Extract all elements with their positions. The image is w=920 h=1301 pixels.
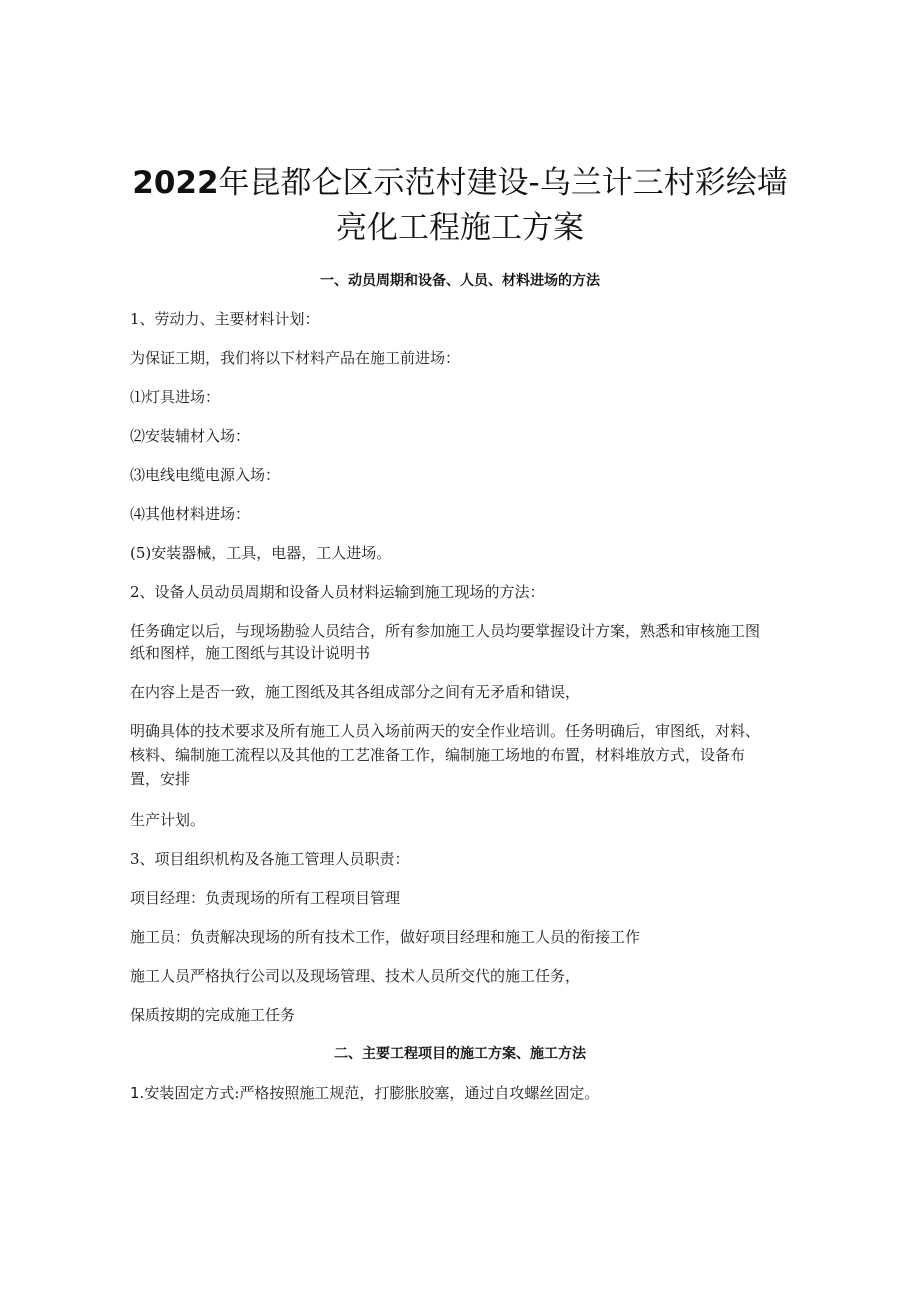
document-title-line-2: 亮化工程施工方案	[336, 210, 584, 246]
section-1-heading: 一、动员周期和设备、人员、材料进场的方法	[320, 273, 600, 289]
document-title-line-1	[130, 160, 790, 206]
section-2-heading: 二、主要工程项目的施工方案、施工方法	[334, 1046, 586, 1062]
title-year: 2022	[132, 165, 219, 201]
section-2-item-1-text: 安装固定方式:严格按照施工规范，打膨胀胶塞，通过自攻螺丝固定。	[144, 1084, 600, 1102]
material-item: (5)安装器械，工具，电器，工人进场。	[130, 544, 392, 562]
item-1-title: 1、劳动力、主要材料计划：	[130, 310, 320, 328]
duty-line: 施工人员严格执行公司以及现场管理、技术人员所交代的施工任务，	[130, 967, 581, 985]
duty-line: 项目经理：负责现场的所有工程项目管理	[130, 889, 401, 907]
item-2-paragraph-1-line-1: 任务确定以后，与现场勘验人员结合，所有参加施工人员均要掌握设计方案，熟悉和审核施工图	[130, 622, 761, 640]
item-2-paragraph-2: 在内容上是否一致，施工图纸及其各组成部分之间有无矛盾和错误，	[130, 683, 581, 701]
title-text: 年昆都仑区示范村建设-乌兰计三村彩绘墙	[218, 165, 788, 201]
material-item: ⑴灯具进场：	[130, 388, 221, 406]
item-2-paragraph-1-line-2: 纸和图样，施工图纸与其设计说明书	[130, 644, 371, 662]
material-item: ⑵安装辅材入场：	[130, 427, 251, 445]
item-2-title: 2、设备人员动员周期和设备人员材料运输到施工现场的方法：	[130, 583, 545, 601]
item-2-paragraph-3-line-3: 置，安排	[130, 770, 191, 788]
material-item: ⑷其他材料进场：	[130, 505, 251, 523]
section-2-item-1	[130, 1081, 792, 1106]
item-2-paragraph-4: 生产计划。	[130, 811, 206, 829]
item-3-title: 3、项目组织机构及各施工管理人员职责：	[130, 850, 410, 868]
section-2-item-1-number: 1.	[130, 1084, 145, 1102]
item-2-paragraph-3-line-2: 核料、编制施工流程以及其他的工艺准备工作，编制施工场地的布置，材料堆放方式，设备布	[130, 746, 746, 764]
item-1-intro: 为保证工期，我们将以下材料产品在施工前进场：	[130, 349, 461, 367]
duty-line: 保质按期的完成施工任务	[130, 1006, 296, 1024]
duty-line: 施工员：负责解决现场的所有技术工作，做好项目经理和施工人员的衔接工作	[130, 928, 641, 946]
material-item: ⑶电线电缆电源入场：	[130, 466, 281, 484]
item-2-paragraph-3-line-1: 明确具体的技术要求及所有施工人员入场前两天的安全作业培训。任务明确后，审图纸，对料、	[130, 722, 761, 740]
